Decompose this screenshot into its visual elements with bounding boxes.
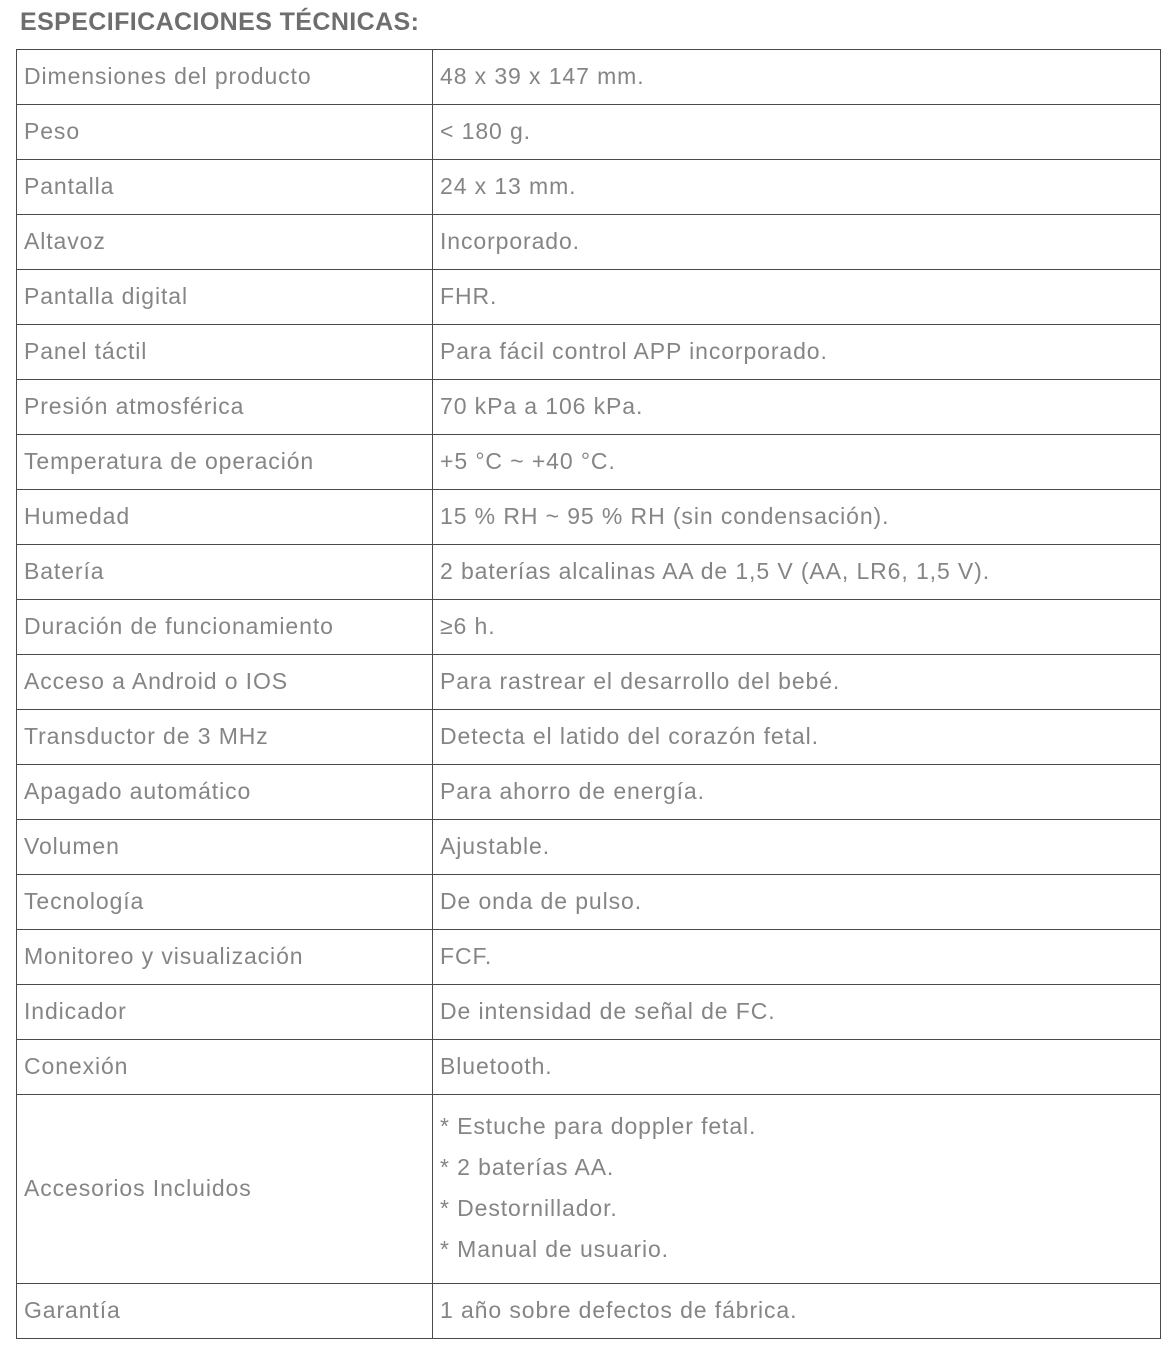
spec-key-cell: Batería [17, 544, 433, 599]
table-row [17, 599, 1161, 654]
spec-key-cell: Accesorios Incluidos [17, 1094, 433, 1283]
table-row [17, 379, 1161, 434]
table-row [17, 874, 1161, 929]
spec-value-cell: Para fácil control APP incorporado. [433, 324, 1161, 379]
table-row-warranty [17, 1283, 1161, 1338]
table-row [17, 764, 1161, 819]
table-row [17, 104, 1161, 159]
spec-key-cell: Humedad [17, 489, 433, 544]
spec-key-cell: Temperatura de operación [17, 434, 433, 489]
spec-value-cell: 2 baterías alcalinas AA de 1,5 V (AA, LR6, 1,5 V). [433, 544, 1161, 599]
table-row-accessories [17, 1094, 1161, 1283]
list-item: * Destornillador. [440, 1194, 618, 1221]
table-row [17, 214, 1161, 269]
table-row [17, 1039, 1161, 1094]
spec-value-cell: Bluetooth. [433, 1039, 1161, 1094]
table-row [17, 654, 1161, 709]
spec-value-cell: De intensidad de señal de FC. [433, 984, 1161, 1039]
spec-key-cell: Panel táctil [17, 324, 433, 379]
table-row [17, 489, 1161, 544]
spec-value-cell: ≥6 h. [433, 599, 1161, 654]
spec-value-cell: 1 año sobre defectos de fábrica. [433, 1283, 1161, 1338]
spec-key-cell: Garantía [17, 1283, 433, 1338]
spec-value-cell: Para ahorro de energía. [433, 764, 1161, 819]
table-row [17, 49, 1161, 104]
spec-key-cell: Acceso a Android o IOS [17, 654, 433, 709]
spec-key-cell: Peso [17, 104, 433, 159]
table-row [17, 434, 1161, 489]
list-item: * Estuche para doppler fetal. [440, 1112, 757, 1139]
table-row [17, 819, 1161, 874]
spec-value-cell: FHR. [433, 269, 1161, 324]
table-row [17, 709, 1161, 764]
spec-value-cell: Incorporado. [433, 214, 1161, 269]
table-row [17, 929, 1161, 984]
spec-value-cell: De onda de pulso. [433, 874, 1161, 929]
table-row [17, 984, 1161, 1039]
spec-value-cell: 70 kPa a 106 kPa. [433, 379, 1161, 434]
spec-key-cell: Pantalla [17, 159, 433, 214]
technical-specifications-table [16, 49, 1161, 1339]
table-row [17, 269, 1161, 324]
table-body [17, 49, 1161, 1338]
spec-key-cell: Presión atmosférica [17, 379, 433, 434]
spec-value-cell: Para rastrear el desarrollo del bebé. [433, 654, 1161, 709]
spec-key-cell: Altavoz [17, 214, 433, 269]
spec-value-cell: 15 % RH ~ 95 % RH (sin condensación). [433, 489, 1161, 544]
spec-value-cell: 24 x 13 mm. [433, 159, 1161, 214]
spec-value-cell: < 180 g. [433, 104, 1161, 159]
spec-key-cell: Transductor de 3 MHz [17, 709, 433, 764]
table-row [17, 159, 1161, 214]
list-item: * 2 baterías AA. [440, 1153, 615, 1180]
spec-key-cell: Volumen [17, 819, 433, 874]
spec-key-cell: Tecnología [17, 874, 433, 929]
spec-key-cell: Conexión [17, 1039, 433, 1094]
page-title: ESPECIFICACIONES TÉCNICAS: [20, 8, 420, 36]
spec-key-cell: Dimensiones del producto [17, 49, 433, 104]
spec-key-cell: Pantalla digital [17, 269, 433, 324]
spec-key-cell: Duración de funcionamiento [17, 599, 433, 654]
spec-value-cell: +5 °C ~ +40 °C. [433, 434, 1161, 489]
table-row [17, 544, 1161, 599]
list-item: * Manual de usuario. [440, 1235, 669, 1262]
spec-key-cell: Apagado automático [17, 764, 433, 819]
spec-value-cell: 48 x 39 x 147 mm. [433, 49, 1161, 104]
spec-value-cell: Ajustable. [433, 819, 1161, 874]
table-row [17, 324, 1161, 379]
accessories-list [440, 1102, 1160, 1276]
spec-key-cell: Monitoreo y visualización [17, 929, 433, 984]
spec-value-cell-accessories [433, 1094, 1161, 1283]
spec-value-cell: Detecta el latido del corazón fetal. [433, 709, 1161, 764]
spec-key-cell: Indicador [17, 984, 433, 1039]
spec-value-cell: FCF. [433, 929, 1161, 984]
